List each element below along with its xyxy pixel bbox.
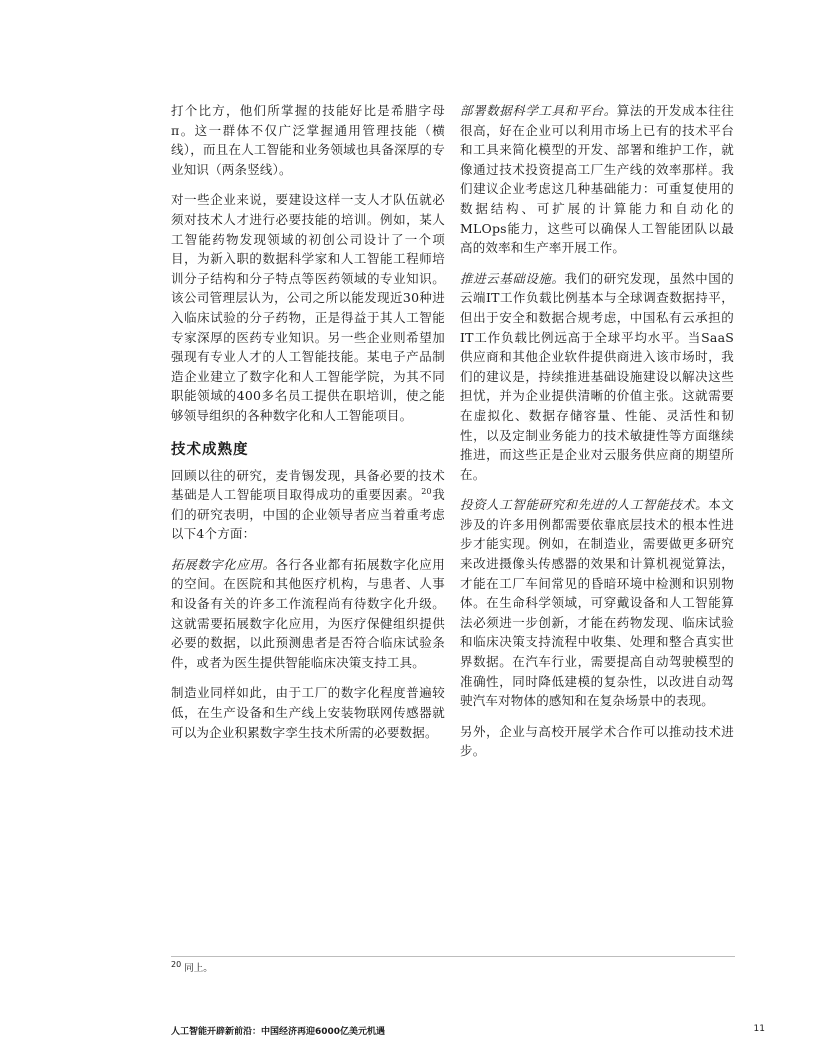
paragraph-lead: 拓展数字化应用。 — [171, 556, 276, 572]
paragraph-manufacturing: 制造业同样如此，由于工厂的数字化程度普遍较低，在生产设备和生产线上安装物联网传感器就可以为企业积累数字孪生技术所需的必要数据。 — [171, 685, 445, 740]
paragraph-tech-foundation — [171, 466, 445, 544]
paragraph-text: 本文涉及的许多用例都需要依靠底层技术的根本性进步才能实现。例如，在制造业，需要做更多研究来改进摄像头传感器的效果和计算机视觉算法，才能在工厂车间常见的昏暗环境中检测和识别物体。在生命科学领域，可穿戴设备和人工智能算法必须进一步创新，才能在药物发现、临床试验和临床决策支持流程中收集、处理和整合真实世界数据。在汽车行业，需要提高自动驾驶模型的准确性，同时降低建模的复杂性，以改进自动驾驶汽车对物体的感知和在复杂场景中的表现。 — [460, 497, 734, 709]
paragraph-cloud-infrastructure — [460, 269, 734, 485]
footnote-divider — [171, 956, 735, 957]
page-number: 11 — [753, 1024, 765, 1034]
paragraph-text: 算法的开发成本往往很高，好在企业可以利用市场上已有的技术平台和工具来简化模型的开发、部署和维护工作，就像通过技术投资提高工厂生产线的效率那样。我们建议企业考虑这几种基础能力：可重复使用的数据结构、可扩展的计算能力和自动化的MLOps能力，这些可以确保人工智能团队以最高的效率和生产率开展工作。 — [460, 103, 734, 256]
footnote-number: 20 — [171, 959, 182, 969]
paragraph-lead: 投资人工智能研究和先进的人工智能技术。 — [460, 497, 709, 513]
paragraph-pi-shaped-talent: 打个比方，他们所掌握的技能好比是希腊字母π。这一群体不仅广泛掌握通用管理技能（横线），而且在人工智能和业务领域也具备深厚的专业知识（两条竖线）。 — [171, 103, 445, 177]
paragraph-academic-cooperation: 另外，企业与高校开展学术合作可以推动技术进步。 — [460, 723, 734, 759]
paragraph-digital-apps — [171, 555, 445, 673]
paragraph-ai-research — [460, 495, 734, 711]
paragraph-data-science-tools — [460, 101, 734, 258]
paragraph-talent-training: 对一些企业来说，要建设这样一支人才队伍就必须对技术人才进行必要技能的培训。例如，某人工智能药物发现领域的初创公司设计了一个项目，为新入职的数据科学家和人工智能工程师培训分子结构和分子特点等医药领域的专业知识。该公司管理层认为，公司之所以能发现近30种进入临床试验的分子药物，正是得益于其人工智能专家深厚的医药专业知识。另一些企业则希望加强现有专业人才的人工智能技能。某电子产品制造企业建立了数字化和人工智能学院，为其不同职能领域的400多名员工提供在职培训，使之能够领导组织的各种数字化和人工智能项目。 — [171, 192, 445, 423]
footnote-reference: 20 — [421, 486, 432, 496]
right-column — [460, 101, 734, 772]
paragraph-lead: 推进云基础设施。 — [460, 270, 565, 286]
section-heading-tech-maturity: 技术成熟度 — [171, 441, 249, 458]
footnote — [171, 959, 213, 976]
paragraph-lead: 部署数据科学工具和平台。 — [460, 103, 617, 118]
paragraph-text: 我们的研究发现，虽然中国的云端IT工作负载比例基本与全球调查数据持平，但出于安全和数据合规考虑，中国私有云承担的IT工作负载比例远高于全球平均水平。当SaaS供应商和其他企业软件提供商进入该市场时，我们的建议是，持续推进基础设施建设以解决这些担忧，并为企业提供清晰的价值主张。这就需要在虚拟化、数据存储容量、性能、灵活性和韧性，以及定制业务能力的技术敏捷性等方面继续推进，而这些正是企业对云服务供应商的期望所在。 — [460, 270, 734, 482]
paragraph-text: 各行各业都有拓展数字化应用的空间。在医院和其他医疗机构，与患者、人事和设备有关的许多工作流程尚有待数字化升级。这就需要拓展数字化应用，为医疗保健组织提供必要的数据，以此预测患者是否符合临床试验条件，或者为医生提供智能临床决策支持工具。 — [171, 556, 445, 670]
paragraph-text: 回顾以往的研究，麦肯锡发现，具备必要的技术基础是人工智能项目取得成功的重要因素。 — [171, 467, 445, 503]
paragraph-text: 我们的研究表明，中国的企业领导者应当着重考虑以下4个方面： — [171, 487, 445, 542]
footer-document-title: 人工智能开辟新前沿：中国经济再迎6000亿美元机遇 — [171, 1027, 386, 1037]
footnote-text: 同上。 — [184, 963, 213, 974]
left-column — [171, 101, 445, 753]
